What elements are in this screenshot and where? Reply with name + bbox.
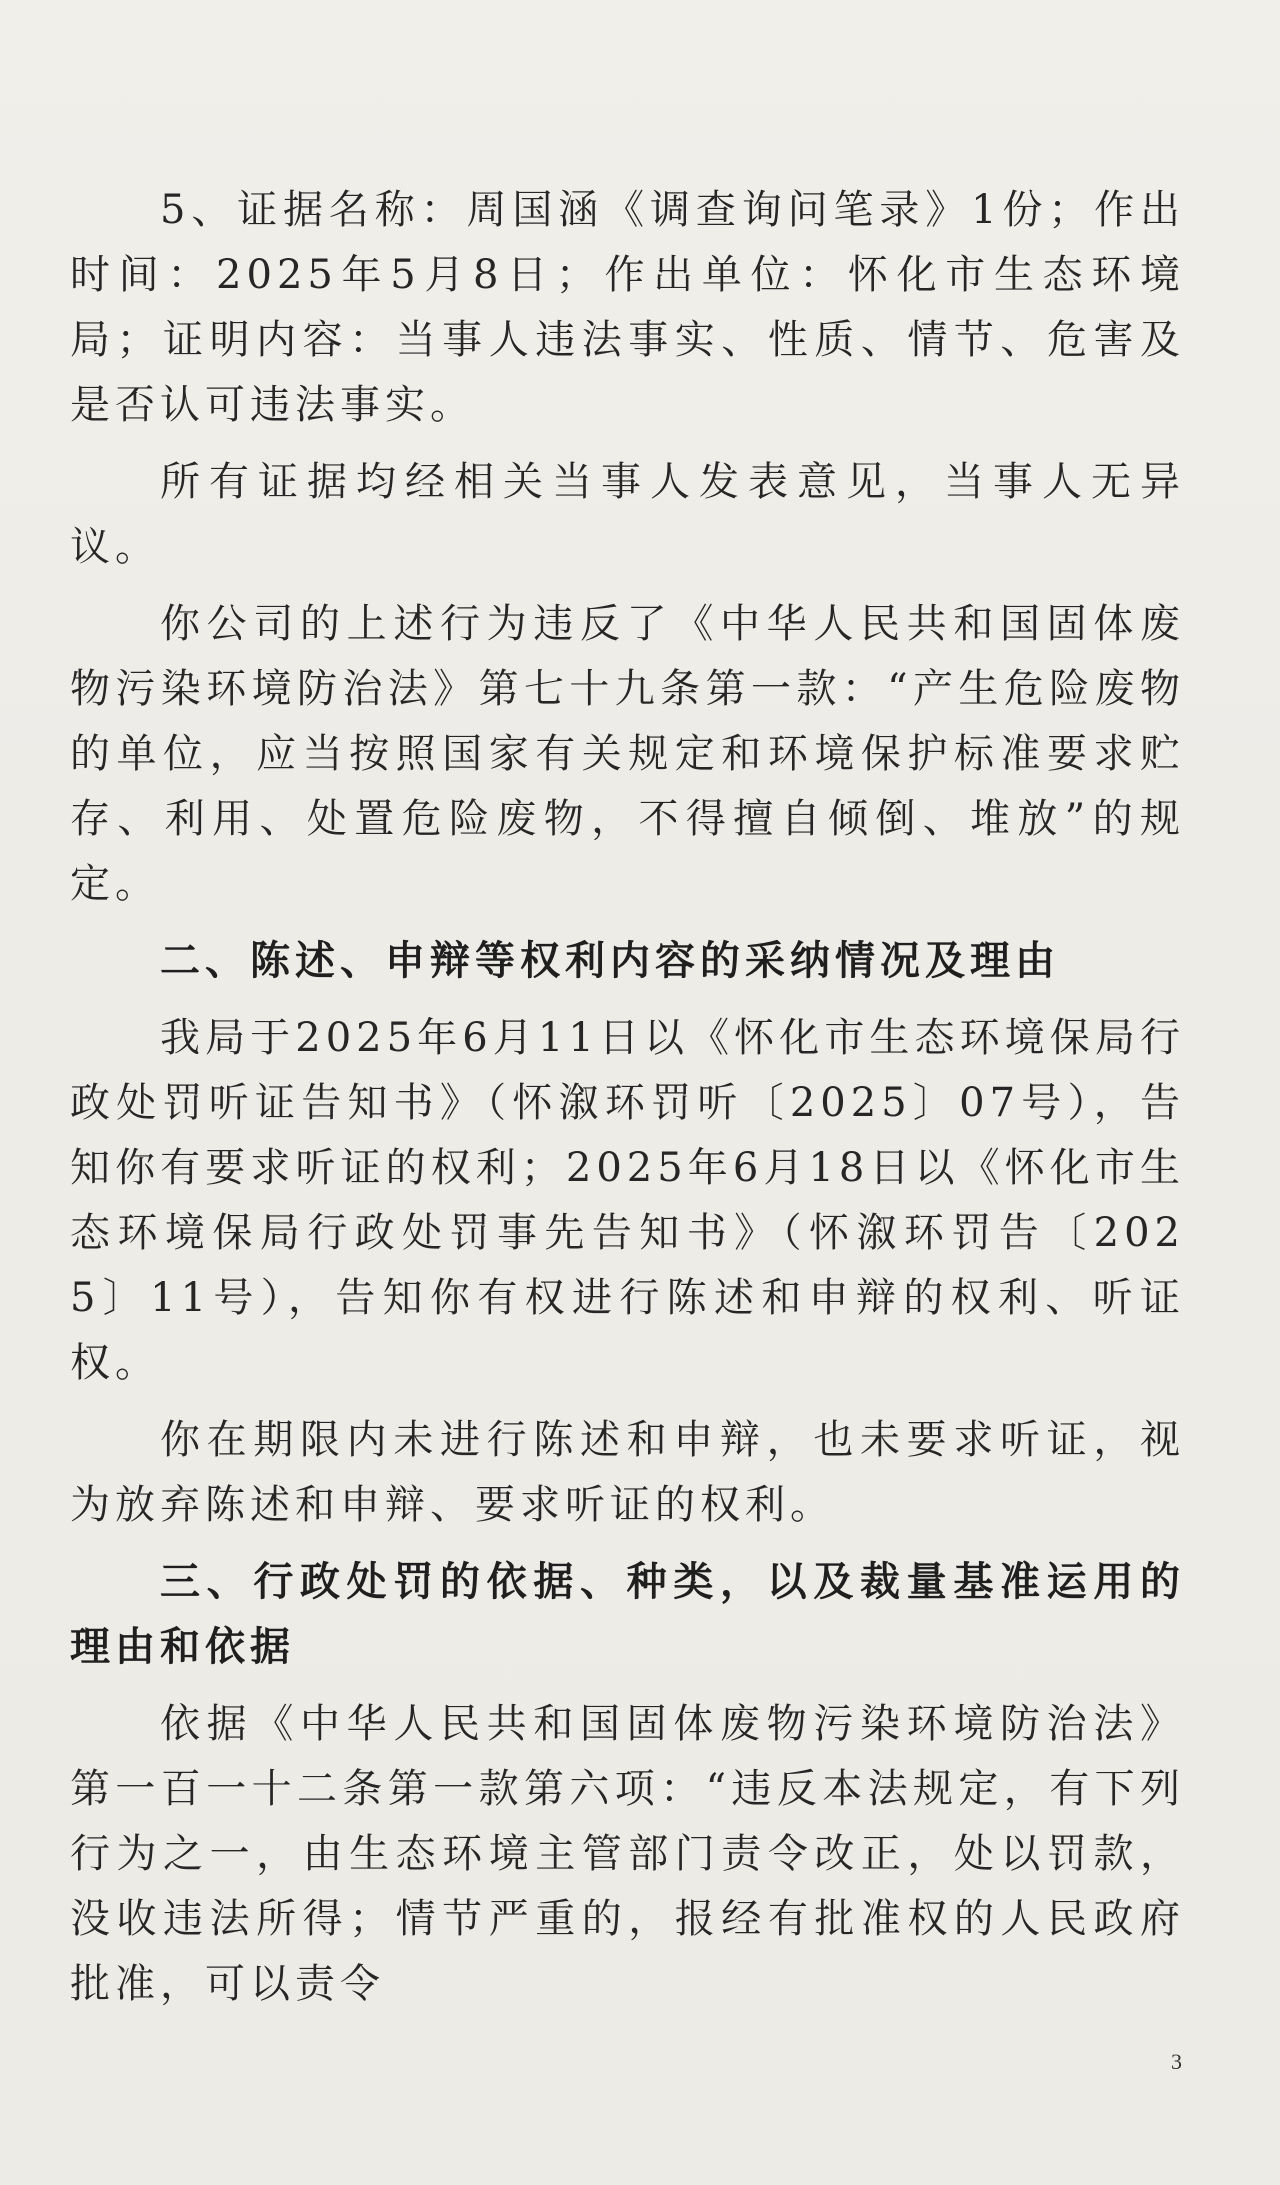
legal-basis-paragraph: 依据《中华人民共和国固体废物污染环境防治法》第一百一十二条第一款第六项：“违反本法规定，有下列行为之一，由生态环境主管部门责令改正，处以罚款，没收违法所得；情节严重的，报经有批准权的人民政府批准，可以责令: [70, 1701, 1185, 2007]
evidence-item-5: 5、证据名称：周国涵《调查询问笔录》1份；作出时间：2025年5月8日；作出单位：怀化市生态环境局；证明内容：当事人违法事实、性质、情节、危害及是否认可违法事实。: [70, 187, 1185, 428]
document-body: [70, 178, 1185, 2017]
section-heading-3: 三、行政处罚的依据、种类，以及裁量基准运用的理由和依据: [70, 1559, 1185, 1670]
evidence-no-objection: 所有证据均经相关当事人发表意见，当事人无异议。: [70, 459, 1185, 570]
notice-paragraph: 我局于2025年6月11日以《怀化市生态环境保局行政处罚听证告知书》（怀溆环罚听〔2025〕07号），告知你有要求听证的权利；2025年6月18日以《怀化市生态环境保局行政处罚事先告知书》（怀溆环罚告〔2025〕11号），告知你有权进行陈述和申辩的权利、听证权。: [70, 1015, 1185, 1386]
section-heading-2: 二、陈述、申辩等权利内容的采纳情况及理由: [160, 938, 1060, 984]
waiver-paragraph: 你在期限内未进行陈述和申辩，也未要求听证，视为放弃陈述和申辩、要求听证的权利。: [70, 1417, 1185, 1528]
violation-statement: 你公司的上述行为违反了《中华人民共和国固体废物污染环境防治法》第七十九条第一款：“产生危险废物的单位，应当按照国家有关规定和环境保护标准要求贮存、利用、处置危险废物，不得擅自倾倒、堆放”的规定。: [70, 601, 1185, 907]
page-number: 3: [1171, 2049, 1182, 2074]
